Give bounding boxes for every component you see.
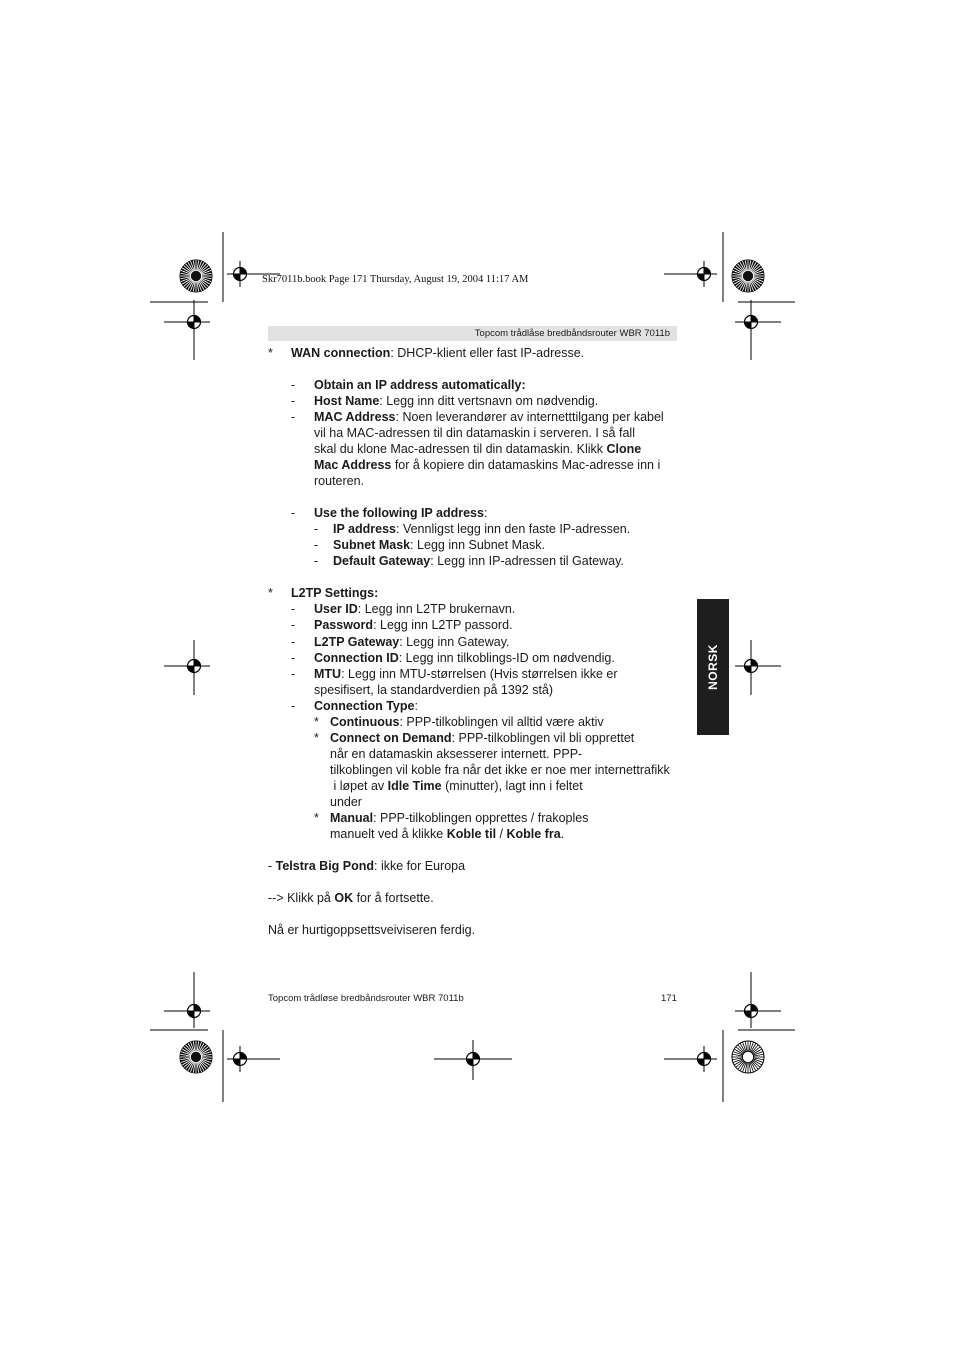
bullet: - bbox=[291, 394, 296, 408]
use-following-ip-item: Use the following IP address: bbox=[314, 506, 488, 520]
password-item: Password: Legg inn L2TP passord. bbox=[314, 618, 513, 632]
l2tp-gateway-item: L2TP Gateway: Legg inn Gateway. bbox=[314, 635, 510, 649]
mtu-line2: spesifisert, la standardverdien på 1392 stå) bbox=[314, 683, 554, 697]
bullet: - bbox=[314, 538, 319, 552]
host-name-item: Host Name: Legg inn ditt vertsnavn om nødvendig. bbox=[314, 394, 599, 408]
connect-on-demand-item: Connect on Demand: PPP-tilkoblingen vil bli opprettet bbox=[330, 731, 635, 745]
bullet: - bbox=[291, 667, 296, 681]
wan-bullet: * bbox=[268, 346, 273, 360]
bullet: - bbox=[291, 699, 296, 713]
mac-address-item: MAC Address: Noen leverandører av internetttilgang per kabel bbox=[314, 410, 664, 424]
telstra-item: - Telstra Big Pond: ikke for Europa bbox=[268, 859, 466, 873]
bullet: - bbox=[291, 378, 296, 392]
wizard-done-text: Nå er hurtigoppsettsveiviseren ferdig. bbox=[268, 923, 476, 937]
click-ok-instruction: --> Klikk på OK for å fortsette. bbox=[268, 891, 434, 905]
bullet: - bbox=[291, 635, 296, 649]
connection-type-item: Connection Type: bbox=[314, 699, 418, 713]
bullet: - bbox=[291, 618, 296, 632]
print-slug: Skr7011b.book Page 171 Thursday, August 19, 2004 11:17 AM bbox=[262, 274, 529, 285]
bullet: * bbox=[314, 715, 319, 729]
mac-address-line4: Mac Address for å kopiere din datamaskins Mac-adresse inn i bbox=[314, 458, 661, 472]
bullet: - bbox=[291, 506, 296, 520]
connection-id-item: Connection ID: Legg inn tilkoblings-ID om nødvendig. bbox=[314, 651, 615, 665]
footer-page-number: 171 bbox=[661, 993, 677, 1004]
obtain-ip-item: Obtain an IP address automatically: bbox=[314, 378, 526, 392]
default-gateway-item: Default Gateway: Legg inn IP-adressen til Gateway. bbox=[333, 554, 624, 568]
l2tp-bullet: * bbox=[268, 586, 273, 600]
bullet: * bbox=[314, 811, 319, 825]
mtu-item: MTU: Legg inn MTU-størrelsen (Hvis størrelsen ikke er bbox=[314, 667, 618, 681]
mac-address-line5: routeren. bbox=[314, 474, 365, 488]
mac-address-line3: skal du klone Mac-adressen til din datamaskin. Klikk Clone bbox=[314, 442, 642, 456]
ip-address-item: IP address: Vennligst legg inn den faste IP-adressen. bbox=[333, 522, 631, 536]
bullet: - bbox=[291, 410, 296, 424]
l2tp-settings-heading: L2TP Settings: bbox=[291, 586, 379, 600]
wan-connection-item: WAN connection: DHCP-klient eller fast IP-adresse. bbox=[291, 346, 585, 360]
mac-address-line2: vil ha MAC-adressen til din datamaskin i serveren. I så fall bbox=[314, 426, 635, 440]
bullet: - bbox=[291, 602, 296, 616]
bullet: - bbox=[291, 651, 296, 665]
manual-line2: manuelt ved å klikke Koble til / Koble fra. bbox=[330, 827, 565, 841]
running-header: Topcom trådlåse bredbåndsrouter WBR 7011b bbox=[268, 326, 677, 341]
bullet: - bbox=[314, 554, 319, 568]
footer-title: Topcom trådløse bredbåndsrouter WBR 7011b bbox=[268, 993, 464, 1004]
user-id-item: User ID: Legg inn L2TP brukernavn. bbox=[314, 602, 516, 616]
connect-on-demand-line5: under bbox=[330, 795, 362, 809]
bullet: - bbox=[314, 522, 319, 536]
bullet: * bbox=[314, 731, 319, 745]
subnet-mask-item: Subnet Mask: Legg inn Subnet Mask. bbox=[333, 538, 545, 552]
connect-on-demand-line2: når en datamaskin aksesserer internett. PPP- bbox=[330, 747, 583, 761]
manual-item: Manual: PPP-tilkoblingen opprettes / frakoples bbox=[330, 811, 589, 825]
connect-on-demand-line4: i løpet av Idle Time (minutter), lagt inn i feltet bbox=[330, 779, 583, 793]
continuous-item: Continuous: PPP-tilkoblingen vil alltid være aktiv bbox=[330, 715, 604, 729]
connect-on-demand-line3: tilkoblingen vil koble fra når det ikke er noe mer internettrafikk bbox=[330, 763, 670, 777]
language-tab bbox=[697, 599, 729, 735]
language-tab-label: NORSK bbox=[706, 644, 720, 690]
